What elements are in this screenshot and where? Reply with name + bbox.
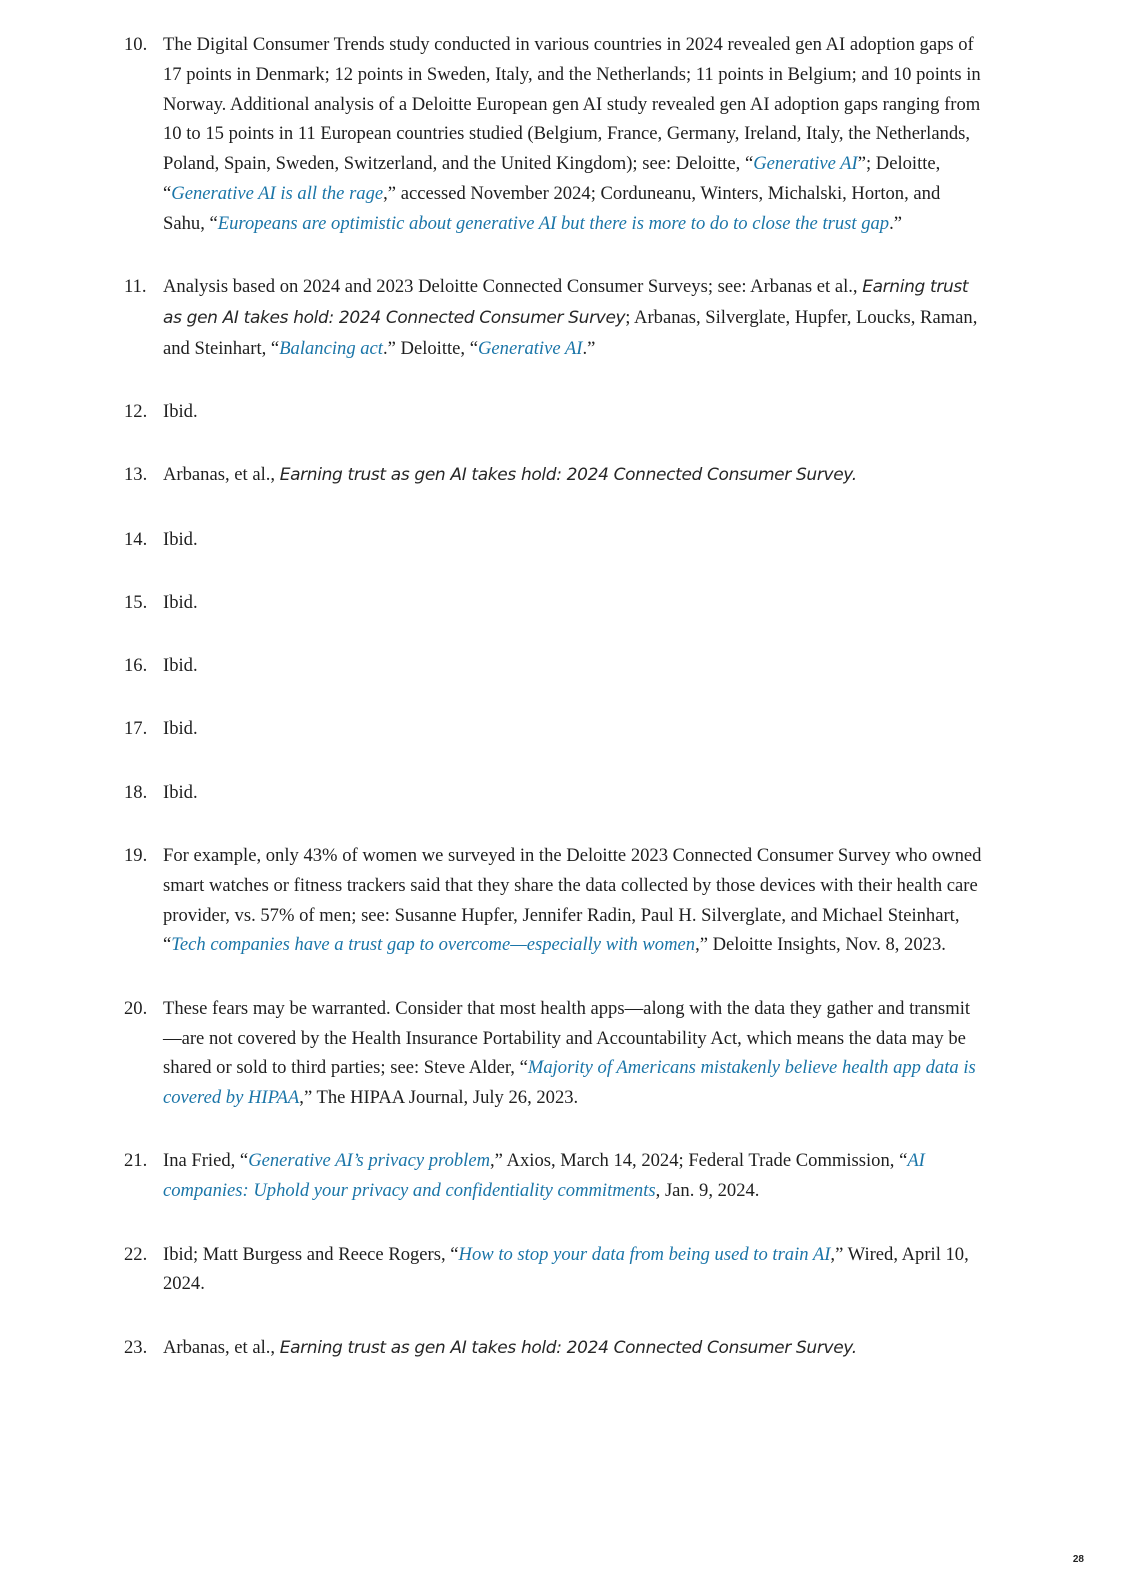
text-run: Arbanas, et al., xyxy=(163,464,280,486)
text-run: ,” Axios, March 14, 2024; Federal Trade Commission, “ xyxy=(490,1150,908,1172)
endnote-number: 10. xyxy=(124,34,148,55)
endnote-number: 13. xyxy=(124,464,148,486)
report-title: Earning trust as gen AI takes hold: 2024 Connected Consumer Survey xyxy=(163,277,969,328)
endnote-number: 23. xyxy=(124,1336,148,1358)
endnote-text xyxy=(163,272,984,363)
text-run: The Digital Consumer Trends study conducted in various countries in 2024 revealed gen AI adoption gaps of 17 points in Denmark; 12 points in Sweden, Italy, and the Netherlands; 11 points in Belgium; and 10 points in Norway. Additional analysis of a Deloitte European gen AI study revealed gen AI adoption gaps ranging from 10 to 15 points in 11 European countries studied (Belgium, France, Germany, Ireland, Italy, the Netherlands, Poland, Spain, Sweden, Switzerland, and the United Kingdom); see: Deloitte, “ xyxy=(163,34,981,175)
text-run: For example, only 43% of women we surveyed in the Deloitte 2023 Connected Consumer Survey who owned smart watches or fitness trackers said that they share the data collected by those devices with their health care provider, vs. 57% of men; see: Susanne Hupfer, Jennifer Radin, Paul H. Silverglate, and Michael Steinhart, “ xyxy=(163,845,982,956)
text-run: .” xyxy=(889,212,903,234)
endnote-text xyxy=(163,841,984,960)
endnote-number: 16. xyxy=(124,655,148,677)
link-stop-data-train-ai[interactable]: How to stop your data from being used to train AI xyxy=(458,1243,831,1265)
link-balancing-act[interactable]: Balancing act xyxy=(279,337,383,359)
endnote-text: Ibid. xyxy=(163,655,198,677)
endnote-20 xyxy=(124,994,984,1113)
page-number: 28 xyxy=(1072,1554,1084,1565)
text-run: .” Deloitte, “ xyxy=(382,337,478,359)
report-title: Earning trust as gen AI takes hold: 2024 Connected Consumer Survey. xyxy=(279,465,857,486)
endnote-text xyxy=(163,994,984,1113)
endnotes-list xyxy=(124,30,984,1397)
endnote-text: Ibid. xyxy=(163,591,198,613)
link-generative-ai-all-the-rage[interactable]: Generative AI is all the rage xyxy=(171,182,384,204)
text-run: ,” Wired, April 10, 2024. xyxy=(163,1243,969,1295)
link-majority-americans-hipaa[interactable]: Majority of Americans mistakenly believe health app data is covered by HIPAA xyxy=(163,1057,976,1109)
endnote-text xyxy=(163,1146,984,1206)
endnote-15 xyxy=(124,588,984,618)
endnote-number: 11. xyxy=(124,276,147,298)
text-run: ,” accessed November 2024; Corduneanu, Winters, Michalski, Horton, and Sahu, “ xyxy=(163,182,941,234)
report-title: Earning trust as gen AI takes hold: 2024 Connected Consumer Survey. xyxy=(279,1337,857,1358)
endnote-18 xyxy=(124,778,984,808)
endnote-19 xyxy=(124,841,984,960)
endnote-10 xyxy=(124,30,984,239)
endnote-text: Ibid. xyxy=(163,528,198,550)
endnote-number: 17. xyxy=(124,718,148,740)
endnote-23 xyxy=(124,1333,984,1364)
endnote-text xyxy=(163,1333,984,1364)
link-generative-ai-privacy-problem[interactable]: Generative AI’s privacy problem xyxy=(248,1150,491,1172)
endnote-number: 21. xyxy=(124,1150,148,1172)
text-run: ,” Deloitte Insights, Nov. 8, 2023. xyxy=(695,934,946,956)
endnote-text xyxy=(163,30,984,239)
endnote-number: 18. xyxy=(124,781,148,803)
text-run: Ina Fried, “ xyxy=(163,1150,249,1172)
endnote-number: 20. xyxy=(124,997,148,1019)
endnote-number: 19. xyxy=(124,845,148,867)
link-generative-ai[interactable]: Generative AI xyxy=(753,153,858,175)
link-tech-companies-trust-gap[interactable]: Tech companies have a trust gap to overcome—especially with women xyxy=(171,934,696,956)
text-run: These fears may be warranted. Consider that most health apps—along with the data they gather and transmit—are not covered by the Health Insurance Portability and Accountability Act, which means the data may be shared or sold to third parties; see: Steve Alder, “ xyxy=(163,997,971,1079)
endnote-number: 12. xyxy=(124,400,148,422)
endnote-14 xyxy=(124,525,984,555)
endnote-text: Ibid. xyxy=(163,781,198,803)
endnote-12 xyxy=(124,397,984,427)
text-run: .” xyxy=(582,337,596,359)
endnote-22 xyxy=(124,1240,984,1300)
text-run: , Jan. 9, 2024. xyxy=(655,1180,760,1202)
endnote-text xyxy=(163,460,984,491)
endnote-text xyxy=(163,1240,984,1300)
text-run: ”; Deloitte, “ xyxy=(163,153,941,204)
endnote-number: 15. xyxy=(124,591,148,613)
endnote-13 xyxy=(124,460,984,491)
endnote-17 xyxy=(124,714,984,744)
endnote-text: Ibid. xyxy=(163,400,198,422)
text-run: Ibid; Matt Burgess and Reece Rogers, “ xyxy=(163,1243,459,1265)
link-generative-ai[interactable]: Generative AI xyxy=(477,337,583,359)
endnote-16 xyxy=(124,651,984,681)
endnote-21 xyxy=(124,1146,984,1206)
link-europeans-optimistic[interactable]: Europeans are optimistic about generative AI but there is more to do to close the trust gap xyxy=(217,212,890,234)
link-ai-companies-uphold-privacy[interactable]: AI companies: Uphold your privacy and confidentiality commitments xyxy=(163,1150,925,1202)
text-run: Analysis based on 2024 and 2023 Deloitte Connected Consumer Surveys; see: Arbanas et al., xyxy=(163,276,863,298)
endnote-number: 14. xyxy=(124,528,148,550)
text-run: ,” The HIPAA Journal, July 26, 2023. xyxy=(299,1087,579,1109)
text-run: ; Arbanas, Silverglate, Hupfer, Loucks, Raman, and Steinhart, “ xyxy=(163,306,978,359)
endnote-number: 22. xyxy=(124,1243,148,1265)
endnote-11 xyxy=(124,272,984,363)
text-run: Arbanas, et al., xyxy=(163,1336,280,1358)
endnote-text: Ibid. xyxy=(163,718,198,740)
